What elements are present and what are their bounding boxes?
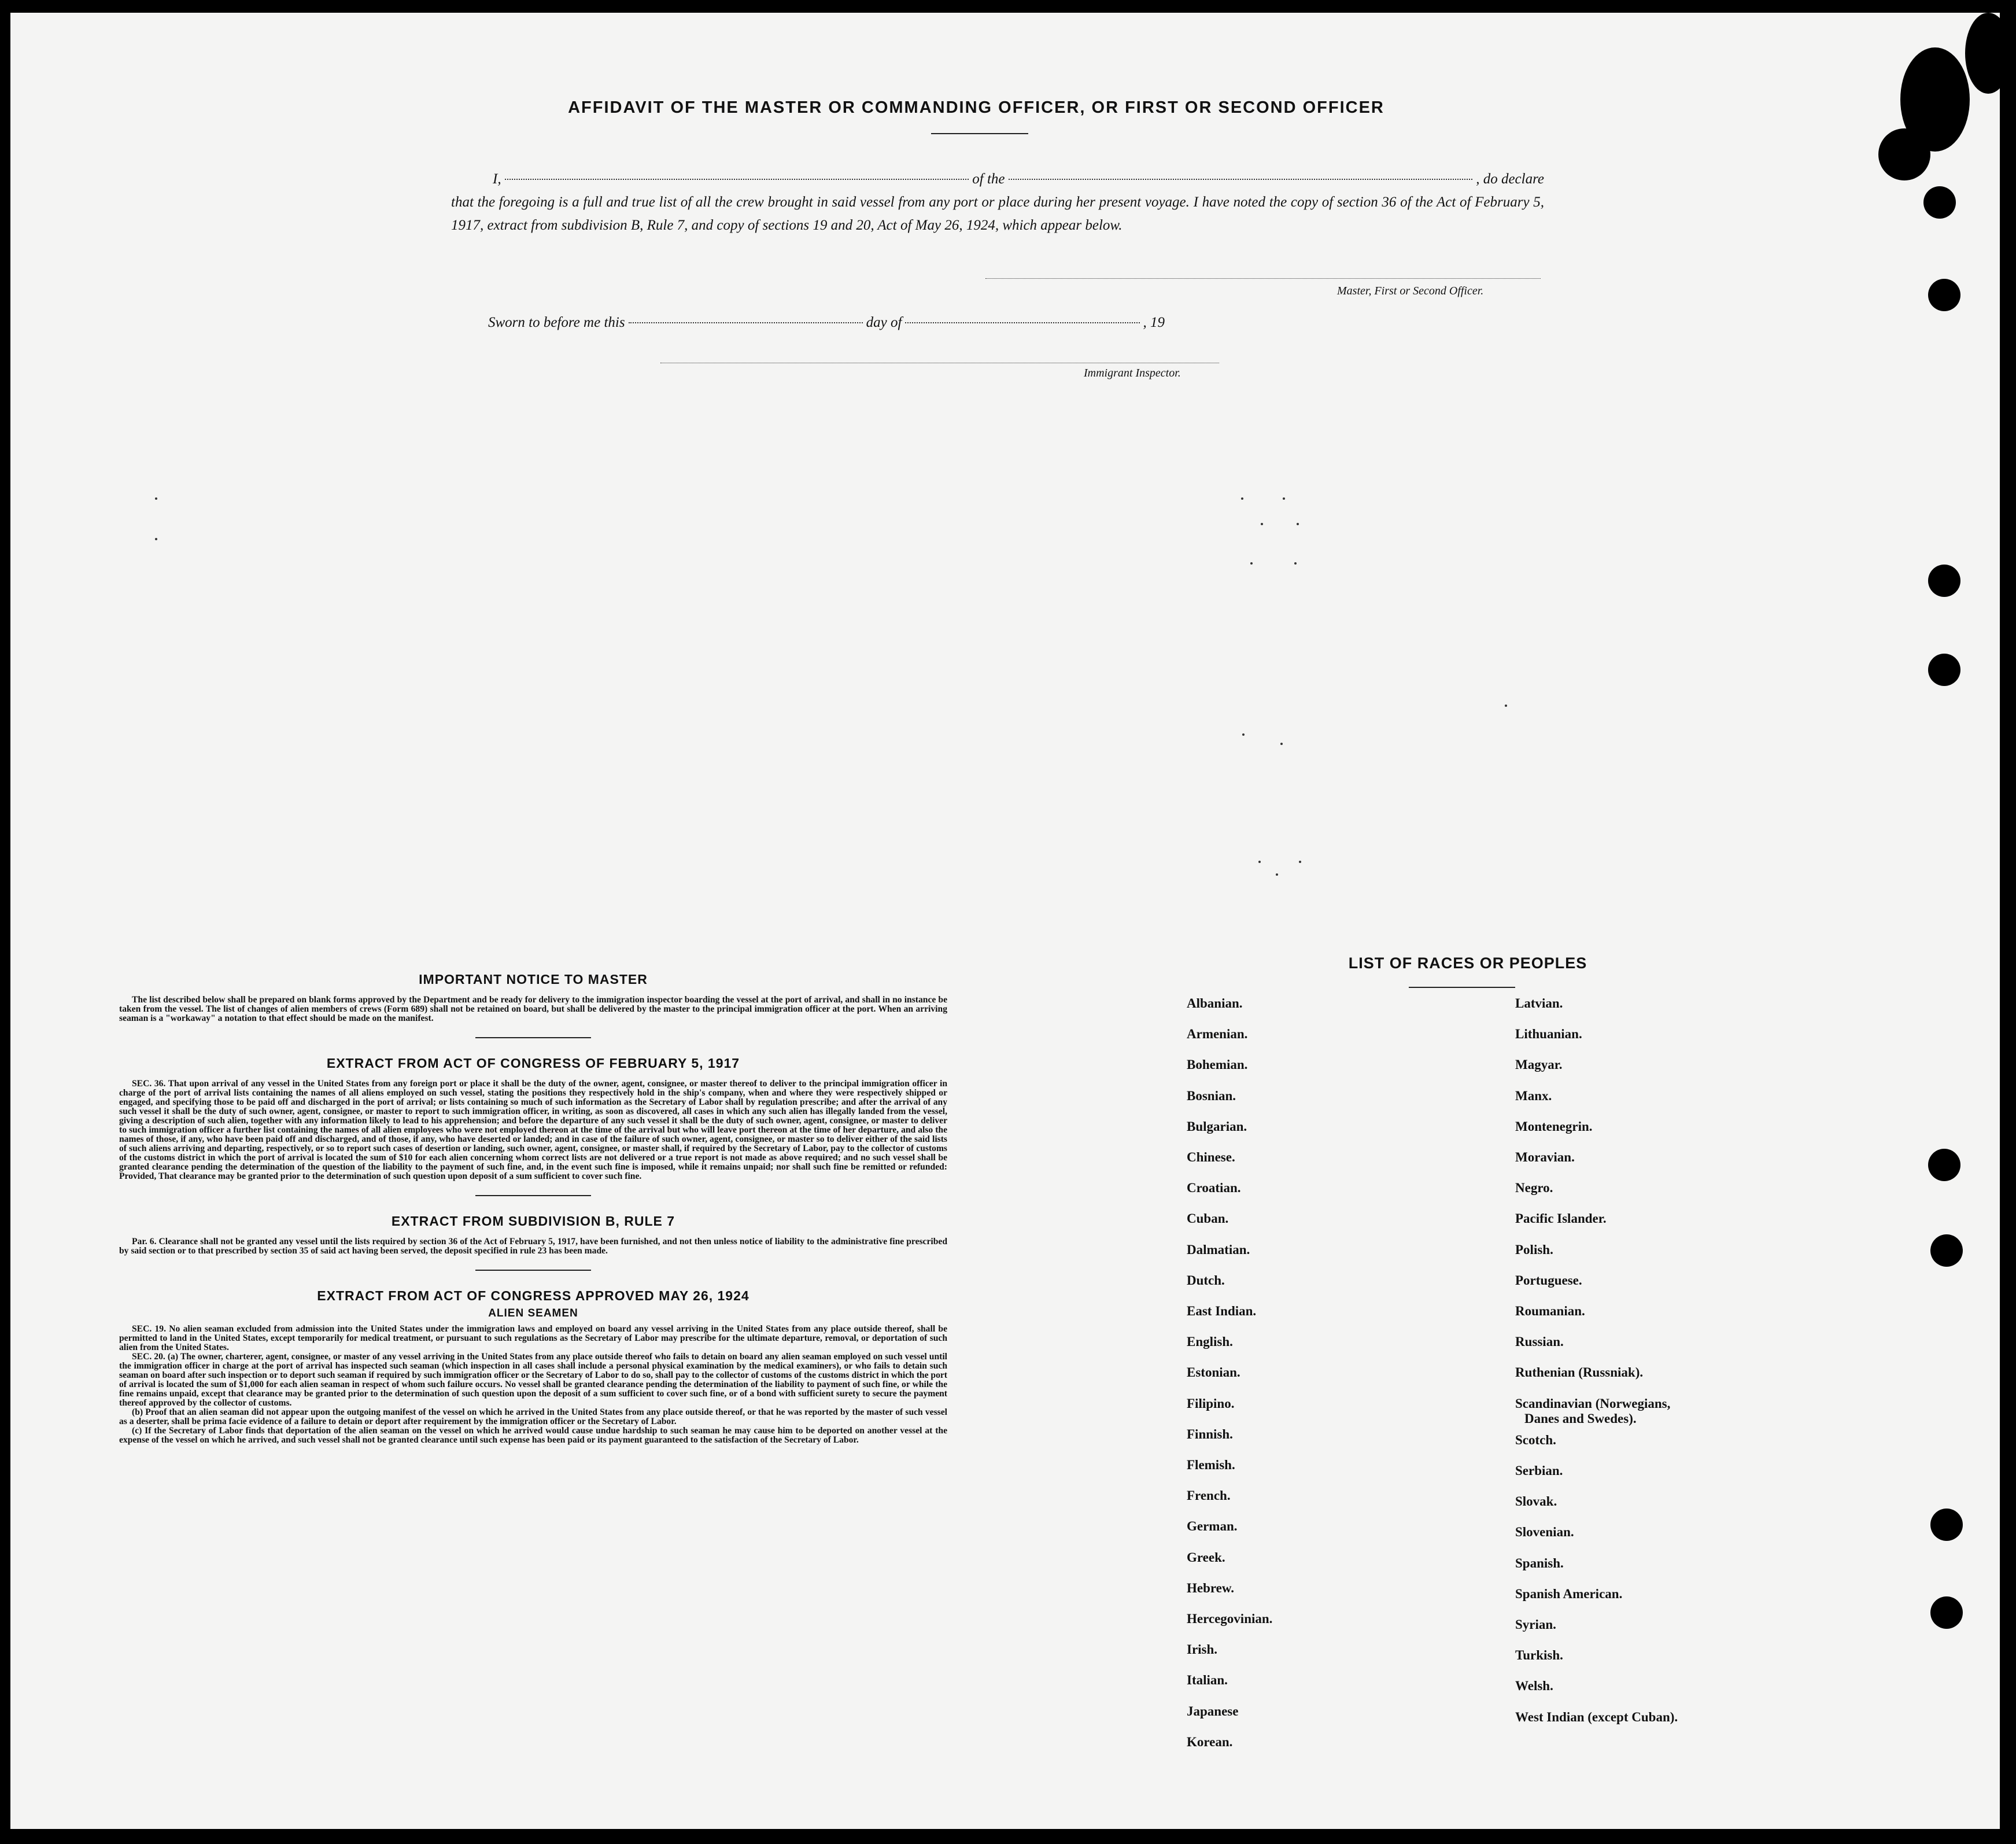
race-item: Scandinavian (Norwegians, Danes and Swedes). [1515, 1396, 1671, 1426]
section-divider [475, 1037, 591, 1038]
title-underline [931, 133, 1028, 134]
speck [1294, 562, 1297, 565]
race-item: Montenegrin. [1515, 1119, 1593, 1134]
race-item: English. [1187, 1334, 1233, 1349]
punch-hole [1928, 1149, 1960, 1181]
speck [1505, 705, 1507, 707]
speck [1276, 873, 1278, 876]
race-item: Bulgarian. [1187, 1119, 1247, 1134]
race-item: Italian. [1187, 1673, 1228, 1688]
inspector-signature-line[interactable] [660, 362, 1219, 363]
race-item: Moravian. [1515, 1150, 1575, 1164]
race-item: Russian. [1515, 1334, 1564, 1349]
signature-label: Master, First or Second Officer. [1337, 285, 1484, 297]
punch-hole [1930, 1509, 1963, 1541]
race-item: Syrian. [1515, 1617, 1556, 1632]
speck [1283, 497, 1285, 500]
speck [155, 497, 157, 500]
affidavit-statement: that the foregoing is a full and true list of all the crew brought in said vessel from any port or place during her present voyage. I have noted the copy of section 36 of the Act of February 5, 1917, extract from subdivision B, Rule 7, and copy of sections 19 and 20, Act of May 26, 1924, which appear below. [451, 194, 1544, 233]
sworn-label: Sworn to before me this [488, 315, 625, 330]
extract-1924-sec20b: (b) Proof that an alien seaman did not appear upon the outgoing manifest of the vessel on which he arrived in the United States from any place outside thereof, or that he was reported by the master of such vessel as a deserter, shall be prima facie evidence of a failure to detain or deport after requirement by the immigration officer or the Secretary of Labor. [119, 1407, 947, 1426]
race-item: Japanese [1187, 1703, 1239, 1718]
race-item: West Indian (except Cuban). [1515, 1709, 1678, 1724]
extract-rule7-text: Par. 6. Clearance shall not be granted any vessel until the lists required by section 36 of the Act of February 5, 1917, have been furnished, and not then unless notice of liability to the administrative fine prescribed by said section or to that prescribed by section 35 of said act having been served, the deposit specified in rule 23 has been made. [119, 1237, 947, 1256]
race-item: Turkish. [1515, 1648, 1563, 1663]
race-item: Croatian. [1187, 1181, 1241, 1196]
race-item: Welsh. [1515, 1679, 1553, 1694]
race-item: East Indian. [1187, 1304, 1257, 1318]
punch-hole [1928, 654, 1960, 686]
speck [1258, 861, 1261, 863]
do-declare-label: , do declare [1476, 171, 1544, 187]
torn-edge [1878, 128, 1930, 180]
punch-hole [1930, 1234, 1963, 1267]
race-item: Latvian. [1515, 996, 1563, 1010]
race-item: Ruthenian (Russniak). [1515, 1365, 1644, 1380]
extract-1924-subtitle: ALIEN SEAMEN [488, 1307, 578, 1319]
race-item: Spanish American. [1515, 1586, 1623, 1601]
race-item: Finnish. [1187, 1426, 1233, 1441]
signature-line[interactable] [985, 278, 1541, 279]
race-item: Lithuanian. [1515, 1027, 1582, 1042]
torn-edge [1965, 13, 2011, 94]
section-divider [475, 1270, 591, 1271]
race-item: Armenian. [1187, 1027, 1248, 1042]
punch-hole [1928, 279, 1960, 311]
race-item: Dutch. [1187, 1273, 1225, 1288]
race-item: Serbian. [1515, 1463, 1563, 1478]
speck [1261, 523, 1263, 525]
race-item: Chinese. [1187, 1150, 1235, 1164]
race-item: Greek. [1187, 1550, 1225, 1565]
sworn-line [488, 315, 1165, 331]
month-field[interactable] [905, 322, 1139, 323]
race-item: Bosnian. [1187, 1088, 1236, 1103]
extract-rule7-title: EXTRACT FROM SUBDIVISION B, RULE 7 [391, 1214, 675, 1229]
races-title-underline [1409, 987, 1515, 988]
speck [155, 538, 157, 540]
inspector-label: Immigrant Inspector. [1084, 367, 1181, 379]
race-item: Magyar. [1515, 1057, 1563, 1072]
extract-1924-sec20a: SEC. 20. (a) The owner, charterer, agent, consignee, or master of any vessel arriving in the United States from any place outside thereof who fails to detain on board any alien seaman employed on such vessel until the immigration officer in charge at the port of arrival has inspected such seaman (which inspection in all cases shall include a personal physical examination by the medical examiners), or who fails to detain such seaman on board after such inspection or to deport such seaman if required by such immigration officer or the Secretary of Labor to do so, shall pay to the collector of customs of the customs district in which the port of arrival is located the sum of $1,000 for each alien seaman in respect of whom such failure occurs. No vessel shall be granted clearance pending the determination of the liability to payment of such fine, or while the fine remains unpaid, except that clearance may be granted prior to the determination of such question upon the deposit of a sum sufficient to cover such fine, or of a bond with sufficient surety to secure the payment thereof approved by the collector of customs. [119, 1352, 947, 1408]
speck [1297, 523, 1299, 525]
extract-1917-text: SEC. 36. That upon arrival of any vessel in the United States from any foreign port or place it shall be the duty of the owner, agent, consignee, or master thereof to deliver to the principal immigration officer in charge of the port of arrival lists containing the names of all aliens employed on such vessel, stating the positions they respectively hold in the ship's company, when and where they were respectively shipped or engaged, and specifying those to be paid off and discharged in the port of arrival; or lists containing so much of such information as the Secretary of Labor shall by regulation prescribe; and after the arrival of any such vessel it shall be the duty of such owner, agent, consignee, or master to report to such immigration officer, in writing, as soon as discovered, all cases in which any such alien has illegally landed from the vessel, giving a description of such alien, together with any information likely to lead to his apprehension; and before the departure of any such vessel it shall be the duty of such owner, agent, consignee, or master to deliver to such immigration officer a further list containing the names of all alien employees who were not employed thereon at the time of the arrival but who will leave port thereon at the time of her departure, and also the names of those, if any, who have been paid off and discharged, and of those, if any, who have deserted or landed; and in case of the failure of such owner, agent, consignee, or master so to deliver either of the said lists of such aliens arriving and departing, respectively, or so to report such cases of desertion or landing, such owner, agent, consignee, or master shall, if required by the Secretary of Labor, pay to the collector of customs of the customs district in which the port of arrival is located the sum of $10 for each alien concerning whom correct lists are not delivered or a true report is not made as above required; and no such vessel shall be granted clearance pending the determination of the question of the liability to the payment of such fine, and, in the event such fine is imposed, while it remains unpaid; nor shall such fine be remitted or refunded: Provided, That clearance may be granted prior to the determination of such question upon deposit of a sum sufficient to cover such fine. [119, 1079, 947, 1181]
name-field[interactable] [505, 179, 969, 180]
race-item: Hebrew. [1187, 1580, 1234, 1595]
speck [1280, 743, 1283, 745]
race-item: Pacific Islander. [1515, 1211, 1607, 1226]
race-item: Hercegovinian. [1187, 1611, 1273, 1626]
race-item: Estonian. [1187, 1365, 1240, 1380]
i-label: I, [493, 171, 501, 187]
extract-1924-title: EXTRACT FROM ACT OF CONGRESS APPROVED MAY 26, 1924 [317, 1288, 749, 1303]
speck [1242, 733, 1245, 736]
declarant-line [451, 168, 1544, 191]
race-item: Portuguese. [1515, 1273, 1582, 1288]
race-item: Negro. [1515, 1181, 1553, 1196]
race-item: Scotch. [1515, 1432, 1556, 1447]
race-item: Albanian. [1187, 996, 1243, 1010]
speck [1250, 562, 1253, 565]
race-item: German. [1187, 1519, 1238, 1534]
race-item: Manx. [1515, 1088, 1552, 1103]
of-the-label: of the [972, 171, 1005, 187]
year-label: , 19 [1143, 315, 1165, 330]
races-title: LIST OF RACES OR PEOPLES [1348, 954, 1587, 972]
vessel-field[interactable] [1009, 179, 1473, 180]
notice-text: The list described below shall be prepared on blank forms approved by the Department and be ready for delivery to the immigration inspector boarding the vessel at the port of arrival, and shall in no instance be taken from the vessel. The list of changes of alien members of crews (Form 689) shall not be retained on board, but shall be delivered by the master to the principal immigration officer at the port. When an arriving seaman is a "workaway" a notation to that effect should be made on the manifest. [119, 995, 947, 1023]
day-of-label: day of [866, 315, 902, 330]
punch-hole [1930, 1596, 1963, 1629]
extract-1924-sec19: SEC. 19. No alien seaman excluded from admission into the United States under the immigration laws and employed on board any vessel arriving in the United States from any place outside thereof, shall be permitted to land in the United States, except temporarily for medical treatment, or pursuant to such regulations as the Secretary of Labor may prescribe for the ultimate departure, removal, or deportation of such alien from the United States. [119, 1324, 947, 1352]
extract-1924-sec20c: (c) If the Secretary of Labor finds that deportation of the alien seaman on the vessel on which he arrived would cause undue hardship to such seaman he may cause him to be deported on another vessel at the expense of the vessel on which he arrived, and such vessel shall not be granted clearance until such expense has been paid or its payment guaranteed to the satisfaction of the Secretary of Labor. [119, 1426, 947, 1445]
race-item: Slovenian. [1515, 1525, 1574, 1540]
race-item: Cuban. [1187, 1211, 1229, 1226]
race-item: Bohemian. [1187, 1057, 1248, 1072]
speck [1299, 861, 1301, 863]
section-divider [475, 1195, 591, 1196]
day-field[interactable] [629, 322, 863, 323]
race-item: Roumanian. [1515, 1304, 1585, 1318]
race-item: Dalmatian. [1187, 1242, 1250, 1257]
race-item: Filipino. [1187, 1396, 1235, 1411]
race-item: Spanish. [1515, 1555, 1564, 1570]
race-item: Slovak. [1515, 1494, 1557, 1509]
affidavit-body [451, 168, 1544, 237]
speck [1241, 497, 1243, 500]
affidavit-title: AFFIDAVIT OF THE MASTER OR COMMANDING OFFICER, OR FIRST OR SECOND OFFICER [568, 98, 1384, 117]
race-item: Flemish. [1187, 1458, 1235, 1472]
race-item: Irish. [1187, 1642, 1218, 1657]
punch-hole [1923, 186, 1956, 219]
race-item-continuation: Danes and Swedes). [1524, 1411, 1637, 1426]
race-item: French. [1187, 1488, 1231, 1503]
race-item: Korean. [1187, 1734, 1233, 1749]
notice-title: IMPORTANT NOTICE TO MASTER [419, 972, 648, 987]
legal-extracts [119, 972, 947, 1445]
document-page [10, 13, 2000, 1829]
race-item: Polish. [1515, 1242, 1553, 1257]
punch-hole [1928, 565, 1960, 597]
extract-1917-title: EXTRACT FROM ACT OF CONGRESS OF FEBRUARY 5, 1917 [326, 1056, 740, 1071]
